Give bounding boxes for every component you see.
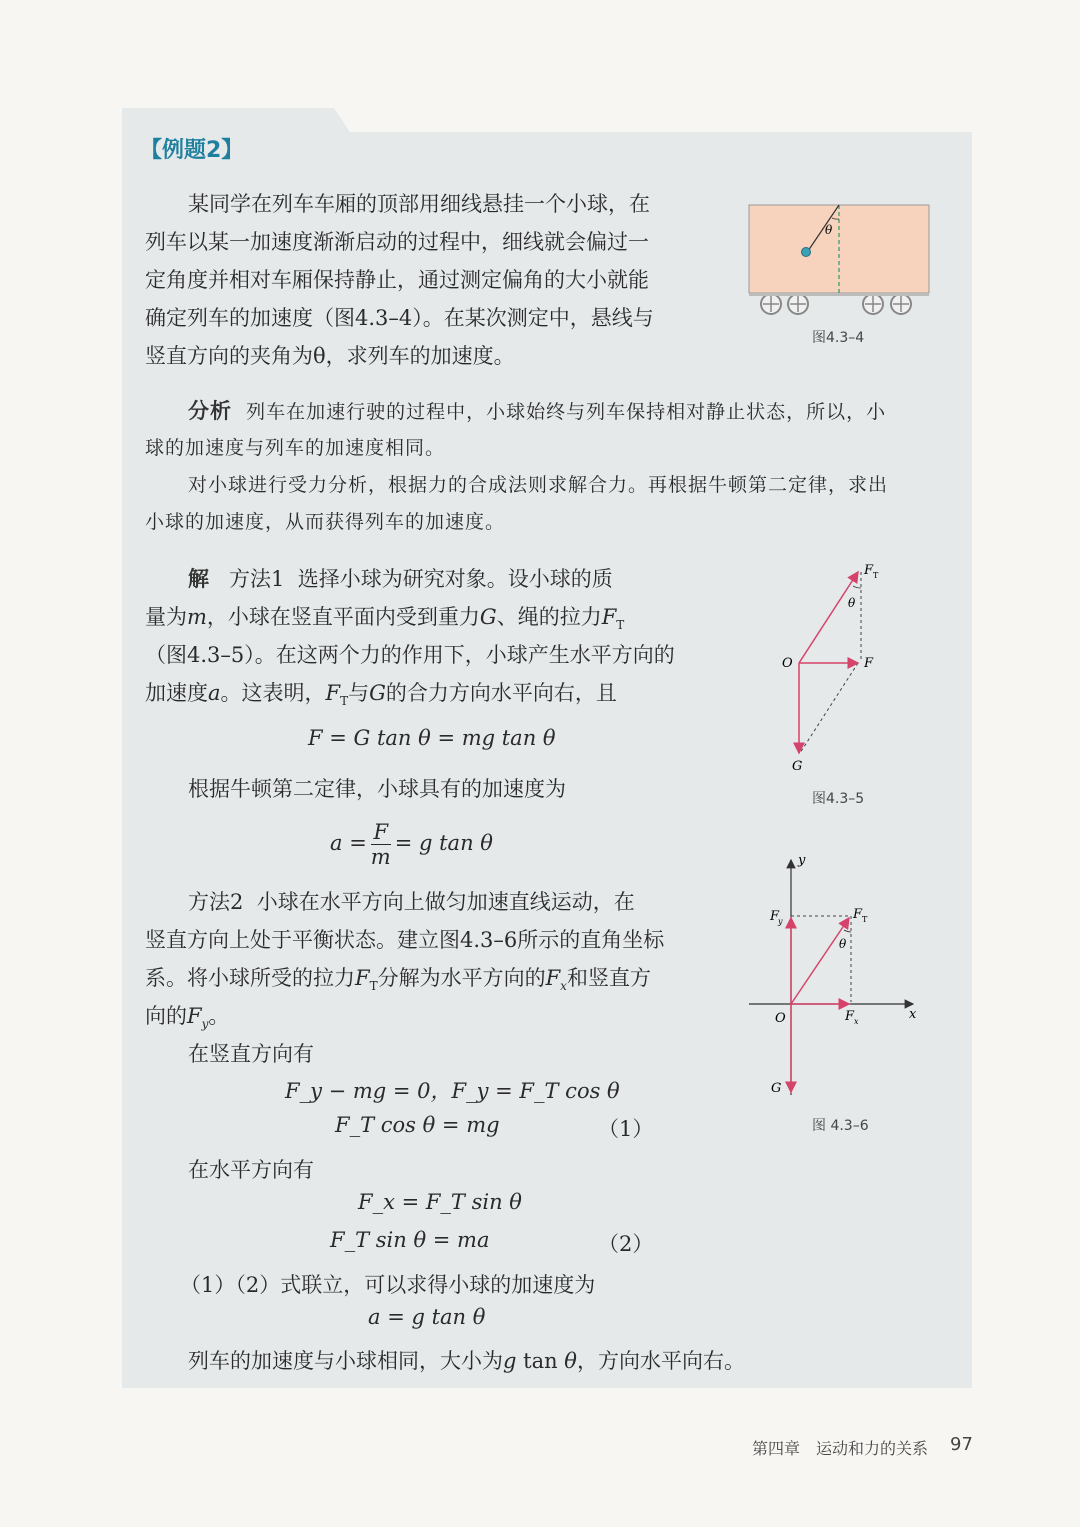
x-axis-label: x (909, 1007, 917, 1022)
m1-text: ，小球在竖直平面内受到重力 (206, 605, 480, 629)
ft-subscript: T (873, 571, 879, 580)
horizontal-direction-label: 在水平方向有 (188, 1158, 314, 1182)
m1-text: 。这表明， (220, 681, 326, 705)
figure-caption-4-3-6: 图 4.3–6 (812, 1118, 869, 1134)
combine-line: （1）（2）式联立，可以求得小球的加速度为 (180, 1273, 596, 1297)
conclusion-text: ，方向水平向右。 (576, 1349, 745, 1373)
method2-line-4: 向的$F_y$。 (145, 1004, 230, 1032)
analysis-line-2: 球的加速度与列车的加速度相同。 (145, 437, 446, 459)
ft-label: F (864, 563, 874, 578)
solution-line-4: 加速度a。这表明，$F_T$与G的合力方向水平向右，且 (145, 681, 617, 709)
m2-text: 和竖直方 (566, 966, 651, 990)
figure-caption-4-3-5: 图4.3–5 (812, 791, 865, 807)
analysis-line-4: 小球的加速度，从而获得列车的加速度。 (145, 511, 506, 533)
problem-line-1: 某同学在列车车厢的顶部用细线悬挂一个小球，在 (188, 192, 650, 216)
m1-text: 与 (348, 681, 370, 705)
diagonal-dashed (800, 663, 858, 753)
tension-vector (791, 918, 849, 1004)
figure-caption-4-3-4: 图4.3–4 (812, 330, 865, 346)
eq2-fraction (371, 820, 391, 869)
eq2-denominator: m (370, 845, 391, 869)
vertical-direction-label: 在竖直方向有 (188, 1042, 314, 1066)
equation-6-number: （2） (598, 1232, 654, 1256)
eq2-lhs: a = (330, 831, 367, 855)
conclusion-text: 列车的加速度与小球相同，大小为 (188, 1349, 503, 1373)
chapter-footer: 第四章 运动和力的关系 (752, 1439, 929, 1458)
example-heading: 【例题2】 (140, 138, 244, 163)
equation-2 (330, 820, 493, 869)
analysis-text-1: 列车在加速行驶的过程中，小球始终与列车保持相对静止状态，所以，小 (246, 401, 887, 423)
equation-1: F = G tan θ = mg tan θ (308, 726, 556, 750)
analysis-label: 分析 (188, 399, 232, 423)
equation-7: a = g tan θ (368, 1305, 486, 1329)
theta-label: θ (839, 937, 847, 951)
problem-line-5: 竖直方向的夹角为θ，求列车的加速度。 (145, 344, 515, 368)
m2-text: 系。将小球所受的拉力 (145, 966, 355, 990)
force-diagram-4-3-5 (770, 560, 890, 780)
method2-line-1 (188, 883, 635, 921)
solution-label: 解 (188, 567, 209, 591)
theta-label: θ (825, 223, 833, 237)
equation-4-number: （1） (598, 1117, 654, 1141)
ft-subscript: T (862, 915, 868, 924)
method2-title: 方法2 (188, 890, 244, 914)
method2-line-2: 竖直方向上处于平衡状态。建立图4.3–6所示的直角坐标 (145, 928, 665, 952)
theta-arc (844, 930, 851, 932)
problem-line-2: 列车以某一加速度渐渐启动的过程中，细线就会偏过一 (145, 230, 649, 254)
wheels (761, 294, 911, 314)
coordinate-diagram-4-3-6 (745, 850, 935, 1100)
g-label: G (792, 759, 803, 774)
eq2-numerator: F (371, 820, 391, 845)
eq2-rhs: = g tan θ (394, 831, 493, 855)
page-number: 97 (950, 1434, 973, 1455)
theta-arc (853, 586, 861, 588)
newton-line: 根据牛顿第二定律，小球具有的加速度为 (188, 777, 566, 801)
fx-label: F (845, 1009, 855, 1024)
m1-text: 加速度 (145, 681, 208, 705)
f-label: F (864, 656, 874, 671)
theta-label: θ (848, 596, 856, 610)
m1-text: 、绳的拉力 (496, 605, 602, 629)
wheel-spokes (763, 296, 909, 312)
method1-text-1: 选择小球为研究对象。设小球的质 (297, 567, 613, 591)
analysis-line-3: 对小球进行受力分析，根据力的合成法则求解合力。再根据牛顿第二定律，求出 (188, 474, 889, 496)
car-chassis (749, 293, 929, 296)
m2-text: 分解为水平方向的 (377, 966, 546, 990)
equation-4: F_T cos θ = mg (335, 1113, 500, 1137)
train-car-figure (745, 200, 935, 325)
method1-title: 方法1 (229, 567, 285, 591)
solution-line-3: （图4.3–5）。在这两个力的作用下，小球产生水平方向的 (145, 643, 675, 667)
tension-vector (799, 572, 858, 663)
m1-text: 的合力方向水平向右，且 (385, 681, 617, 705)
problem-line-3: 定角度并相对车厢保持静止，通过测定偏角的大小就能 (145, 268, 649, 292)
problem-line-4: 确定列车的加速度（图4.3–4）。在某次测定中，悬线与 (145, 306, 654, 330)
hanging-ball (802, 248, 811, 257)
fy-subscript: y (778, 917, 783, 926)
method2-line-3: 系。将小球所受的拉力$F_T$分解为水平方向的$F_x$和竖直方 (145, 966, 651, 994)
m2-text: 。 (208, 1004, 230, 1028)
analysis-line-1 (188, 393, 886, 431)
origin-label: O (775, 1011, 786, 1026)
solution-line-1 (188, 560, 613, 598)
conclusion-line: 列车的加速度与小球相同，大小为g tan θ，方向水平向右。 (188, 1349, 745, 1373)
g-label: G (771, 1081, 782, 1096)
ft-label: F (853, 907, 863, 922)
equation-5: F_x = F_T sin θ (358, 1190, 522, 1214)
solution-line-2: 量为m，小球在竖直平面内受到重力G、绳的拉力$F_T$ (145, 605, 625, 633)
m2-text: 小球在水平方向上做匀加速直线运动，在 (256, 890, 635, 914)
m2-text: 向的 (145, 1004, 187, 1028)
fy-label: F (770, 909, 780, 924)
equation-3: F_y − mg = 0，F_y = F_T cos θ (285, 1079, 620, 1103)
origin-label: O (782, 656, 793, 671)
m1-text: 量为 (145, 605, 187, 629)
fx-subscript: x (854, 1017, 859, 1026)
y-axis-label: y (798, 853, 806, 868)
equation-6: F_T sin θ = ma (330, 1228, 490, 1252)
